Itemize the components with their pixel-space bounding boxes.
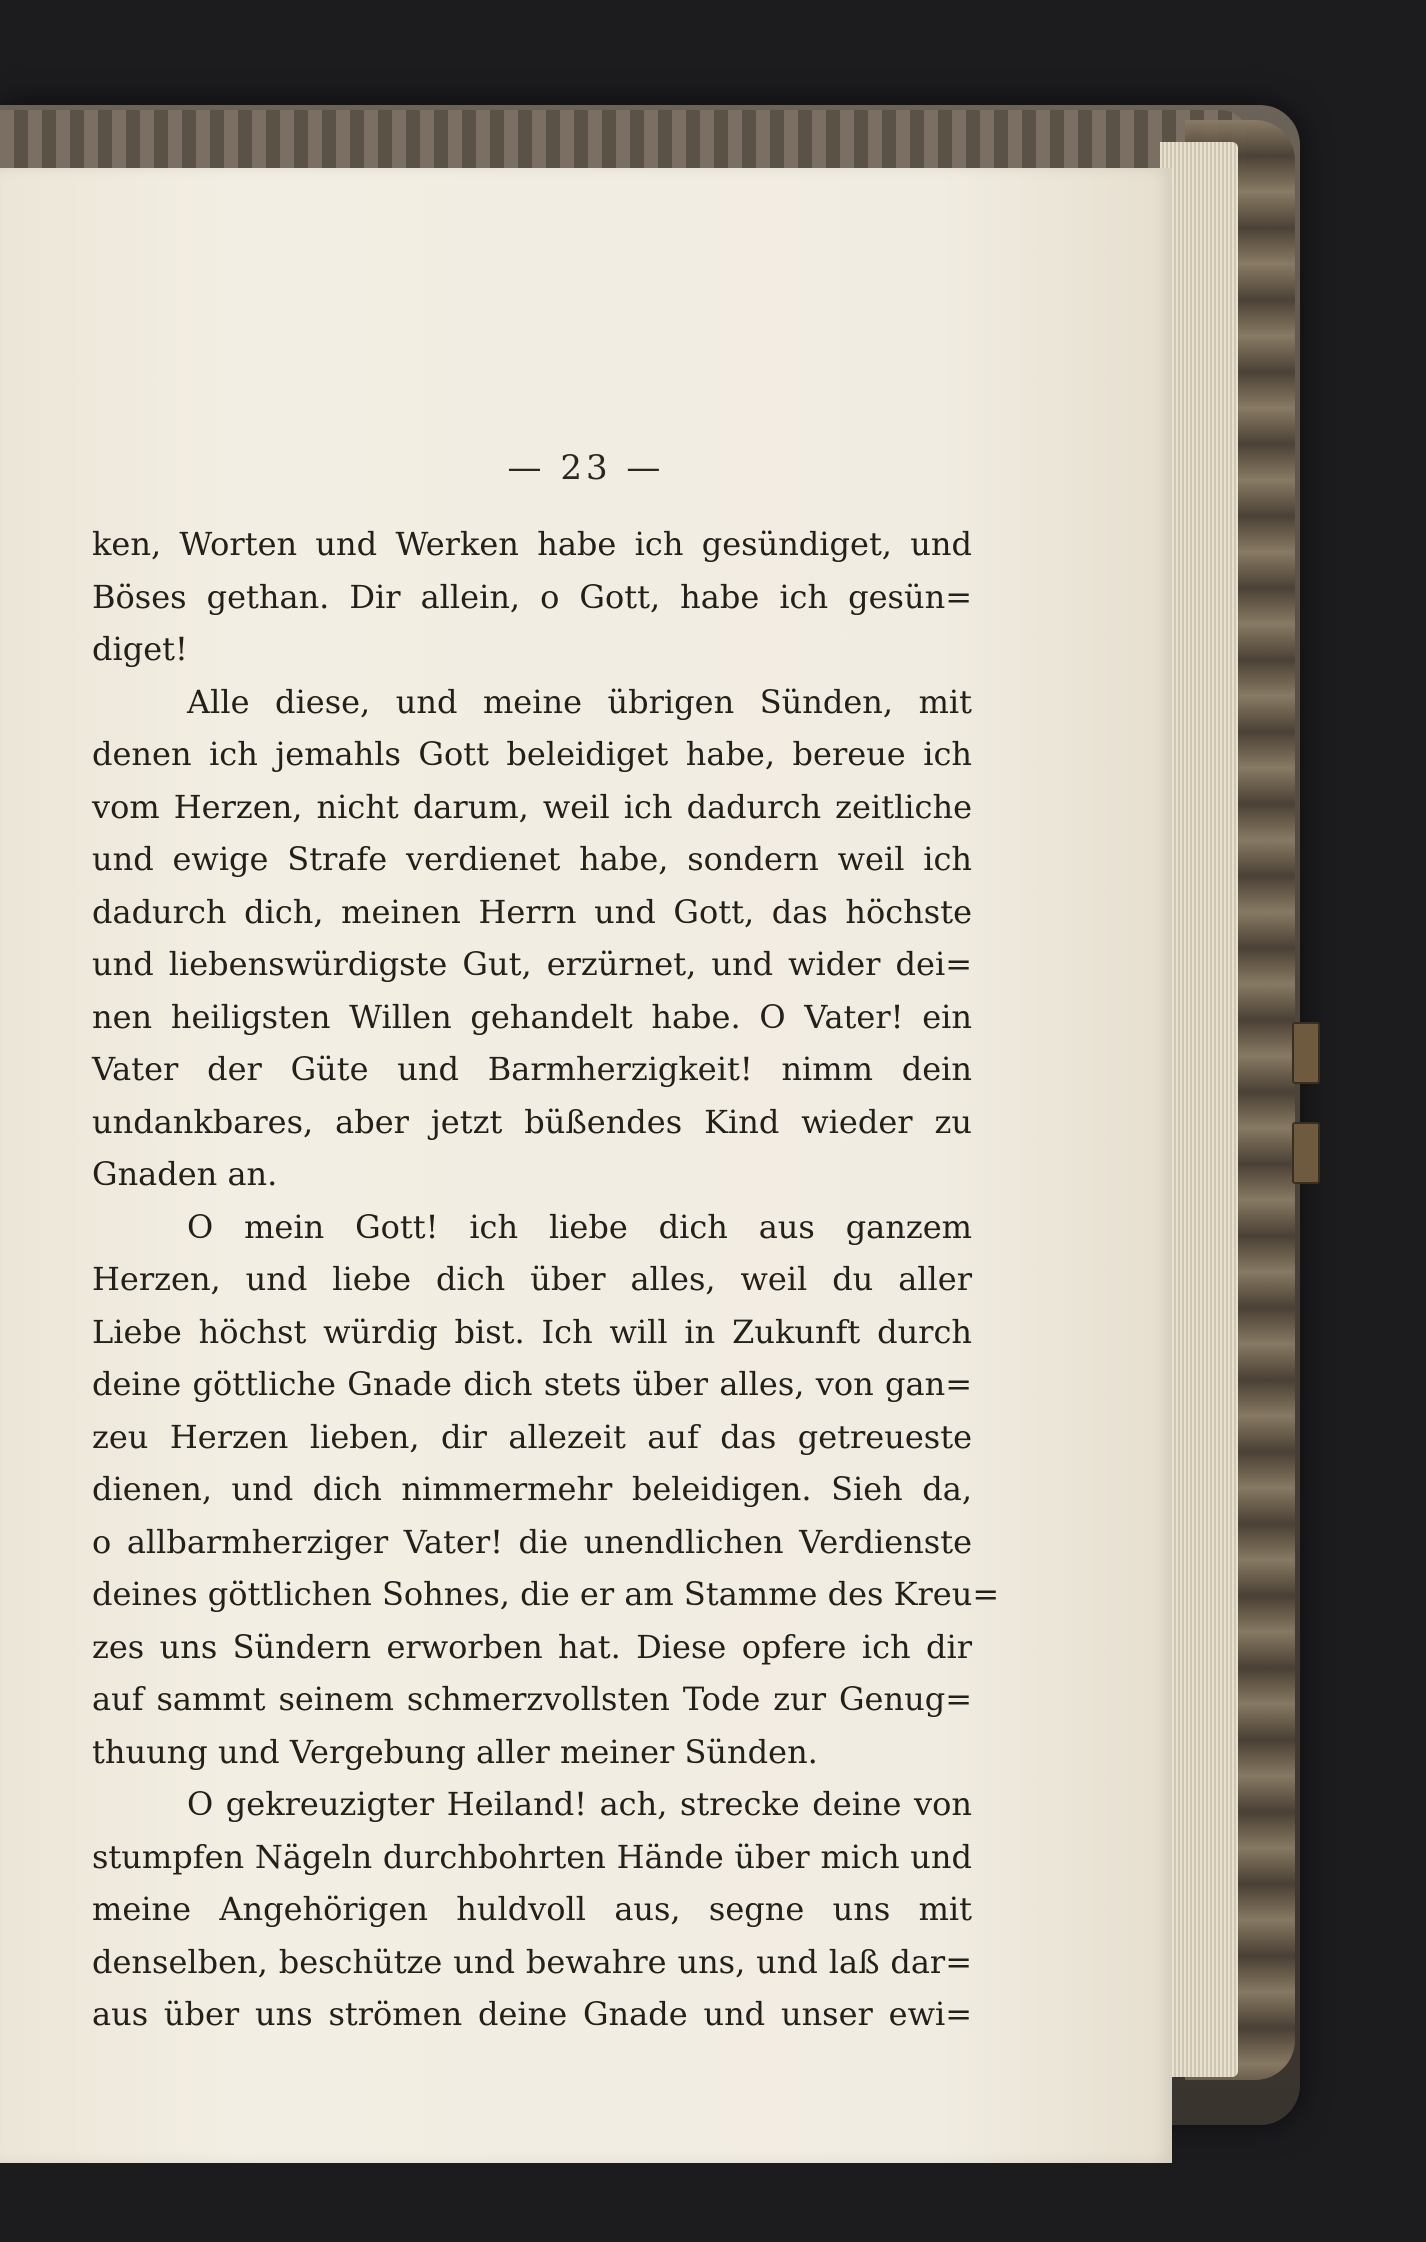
text-line: undankbares, aber jetzt büßendes Kind wieder zu	[92, 1102, 972, 1141]
text-line: dienen, und dich nimmermehr beleidigen. Sieh da,	[92, 1470, 972, 1508]
text-line: Vater der Güte und Barmherzigkeit! nimm dein	[92, 1050, 972, 1088]
text-line: O mein Gott! ich liebe dich aus ganzem	[187, 1207, 972, 1246]
text-line: Gnaden an.	[92, 1155, 278, 1193]
page-number: — 23 —	[507, 448, 665, 488]
text-line: auf sammt seinem schmerzvollsten Tode zur Genug=	[92, 1680, 972, 1718]
text-line: zeu Herzen lieben, dir allezeit auf das getreueste	[92, 1417, 972, 1456]
text-line: denselben, beschütze und bewahre uns, und laß dar=	[92, 1942, 972, 1981]
text-line: o allbarmherziger Vater! die unendlichen Verdienste	[92, 1522, 972, 1561]
text-line: Herzen, und liebe dich über alles, weil du aller	[92, 1260, 972, 1298]
text-line: Liebe höchst würdig bist. Ich will in Zukunft durch	[92, 1312, 972, 1351]
text-line: zes uns Sündern erworben hat. Diese opfere ich dir	[92, 1627, 972, 1666]
text-line: thuung und Vergebung aller meiner Sünden.	[92, 1732, 818, 1771]
book-clasp-upper	[1292, 1022, 1320, 1084]
text-line: meine Angehörigen huldvoll aus, segne uns mit	[92, 1890, 972, 1928]
text-line: ken, Worten und Werken habe ich gesündiget, und	[92, 525, 972, 563]
text-line: dadurch dich, meinen Herrn und Gott, das höchste	[92, 892, 972, 931]
text-line: Alle diese, und meine übrigen Sünden, mit	[187, 682, 972, 721]
text-line: aus über uns strömen deine Gnade und unser ewi=	[92, 1995, 972, 2033]
text-line: denen ich jemahls Gott beleidiget habe, bereue ich	[92, 735, 972, 773]
text-line: diget!	[92, 630, 188, 668]
text-line: stumpfen Nägeln durchbohrten Hände über mich und	[92, 1837, 972, 1876]
text-line: nen heiligsten Willen gehandelt habe. O Vater! ein	[92, 997, 972, 1036]
text-line: und liebenswürdigste Gut, erzürnet, und wider dei=	[92, 945, 972, 983]
text-line: O gekreuzigter Heiland! ach, strecke deine von	[187, 1785, 972, 1823]
text-line: deine göttliche Gnade dich stets über alles, von gan=	[92, 1365, 972, 1403]
text-line: Böses gethan. Dir allein, o Gott, habe ich gesün=	[92, 577, 972, 616]
text-line: vom Herzen, nicht darum, weil ich dadurch zeitliche	[92, 787, 972, 826]
page-text-block	[92, 518, 1000, 2041]
text-line: deines göttlichen Sohnes, die er am Stamme des Kreu=	[92, 1575, 1000, 1613]
text-line: und ewige Strafe verdienet habe, sondern weil ich	[92, 840, 972, 878]
book-cover-top-edge	[0, 110, 1250, 170]
book-page	[0, 168, 1172, 2163]
book-clasp-lower	[1292, 1122, 1320, 1184]
